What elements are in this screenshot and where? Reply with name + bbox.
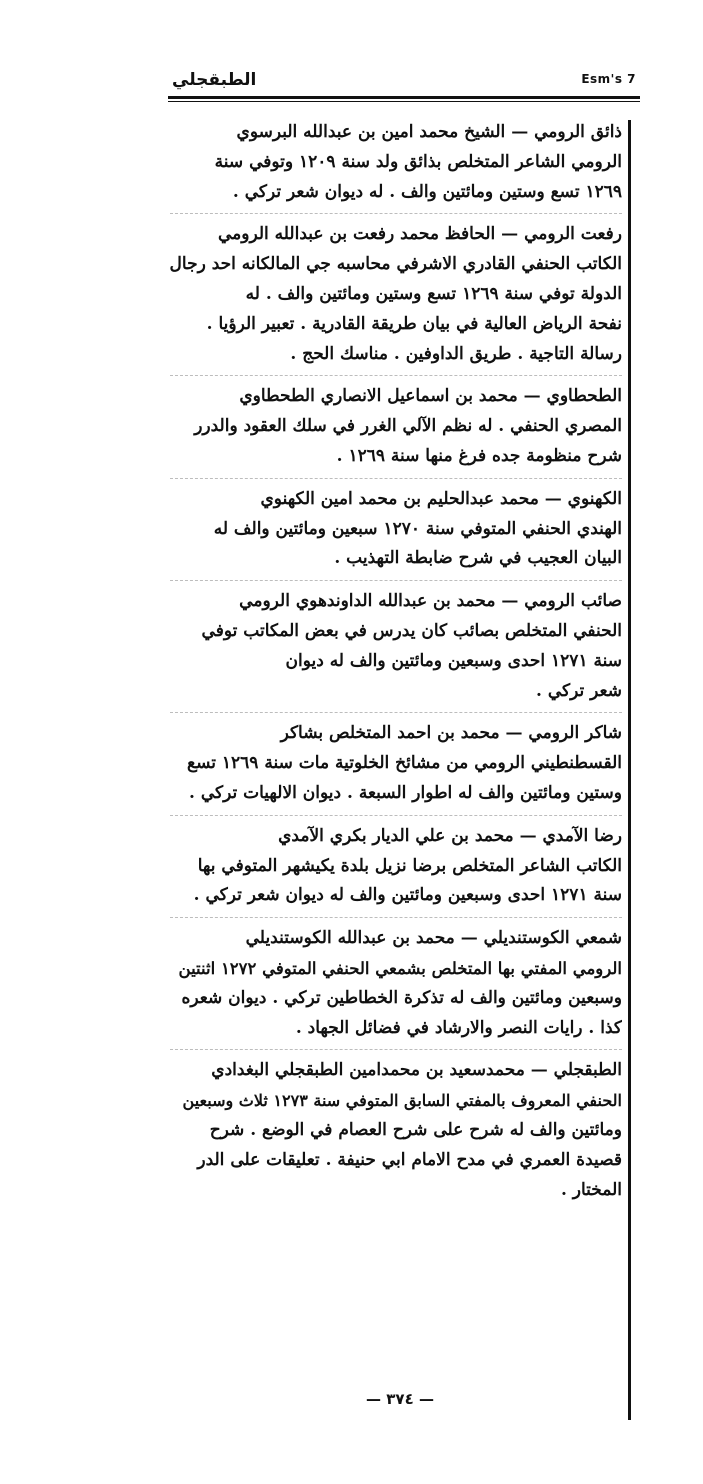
entry-line: سنة ١٢٧١ احدى وسبعين ومائتين والف له ديوان شعر تركي . [193,885,622,906]
running-title: الطبقجلي [172,70,257,90]
entry-line: رفعت الرومي — الحافظ محمد رفعت بن عبدالله الرومي [217,224,622,245]
biography-entry [170,1056,622,1211]
entries-list [170,118,622,1217]
entry-line: ذائق الرومي — الشيخ محمد امين بن عبدالله البرسوي [236,122,622,142]
signature-code: Esm's 7 [581,72,636,86]
entry-line: الطبقجلي — محمدسعيد بن محمدامين الطبقجلي البغدادي [211,1060,622,1081]
entry-line: الطحطاوي — محمد بن اسماعيل الانصاري الطحطاوي [239,386,622,407]
entry-line: الكاتب الحنفي القادري الاشرفي محاسبه جي المالكانه احد رجال [170,254,622,275]
entry-line: وستين ومائتين والف له اطوار السبعة . ديوان الالهيات تركي . [188,782,622,803]
biography-entry [170,220,622,376]
entry-line: شرح منظومة جده فرغ منها سنة ١٢٦٩ . [336,445,622,466]
entry-line: نفحة الرياض العالية في بيان طريقة القادرية . تعبير الرؤيا . [206,313,622,334]
entry-line: شاكر الرومي — محمد بن احمد المتخلص بشاكر [280,723,622,744]
biography-entry [170,719,622,815]
entry-line: رسالة التاجية . طريق الداوفين . مناسك الحج . [290,343,622,364]
entry-line: ١٢٦٩ تسع وستين ومائتين والف . له ديوان شعر تركي . [232,181,622,202]
page-header [168,68,638,94]
header-rule-thin [168,101,640,102]
entry-line: المصري الحنفي . له نظم الآلي الغرر في سلك العقود والدرر [194,416,622,437]
entry-line: شعر تركي . [536,680,622,701]
entry-line: القسطنطيني الرومي من مشائخ الخلوتية مات سنة ١٢٦٩ تسع [187,753,622,774]
entry-line: صائب الرومي — محمد بن عبدالله الداوندهوي الرومي [239,591,622,612]
entry-line: الدولة توفي سنة ١٢٦٩ تسع وستين ومائتين والف . له [245,283,622,304]
biography-entry [170,924,622,1050]
entry-line: شمعي الكوستنديلي — محمد بن عبدالله الكوستنديلي [245,928,622,949]
entry-line: الهندي الحنفي المتوفي سنة ١٢٧٠ سبعين ومائتين والف له [213,518,622,539]
biography-entry [170,822,622,918]
entry-line: المختار . [560,1179,622,1200]
entry-line: الكاتب الشاعر المتخلص برضا نزيل بلدة يكيشهر المتوفي بها [197,855,622,876]
entry-line: سنة ١٢٧١ احدى وسبعين ومائتين والف له ديوان [285,650,622,671]
entry-line: الرومي المفتي بها المتخلص بشمعي الحنفي المتوفي ١٢٧٢ اثنتين [178,958,622,978]
entry-line: الرومي الشاعر المتخلص بذائق ولد سنة ١٢٠٩ وتوفي سنة [214,151,622,172]
biography-entry [170,587,622,713]
entry-line: قصيدة العمري في مدح الامام ابي حنيفة . تعليقات على الدر [197,1149,622,1170]
margin-rule [628,120,631,1420]
entry-line: كذا . رايات النصر والارشاد في فضائل الجهاد . [295,1017,622,1038]
entry-line: الحنفي المتخلص بصائب كان يدرس في بعض المكاتب توفي [201,620,622,641]
biography-entry [170,118,622,214]
entry-line: ومائتين والف له شرح على شرح العصام في الوضع . شرح [209,1119,622,1140]
page-number: — ٣٧٤ — [366,1390,434,1408]
entry-line: البيان العجيب في شرح ضابطة التهذيب . [334,548,622,569]
biography-entry [170,485,622,581]
biography-entry [170,382,622,478]
entry-line: الحنفي المعروف بالمفتي السابق المتوفي سنة ١٢٧٣ ثلاث وسبعين [182,1091,622,1111]
entry-line: رضا الآمدي — محمد بن علي الديار بكري الآمدي [278,825,622,846]
entry-line: الكهنوي — محمد عبدالحليم بن محمد امين الكهنوي [260,488,622,509]
header-rule [168,96,640,99]
entry-line: وسبعين ومائتين والف له تذكرة الخطاطين تركي . ديوان شعره [181,987,622,1008]
